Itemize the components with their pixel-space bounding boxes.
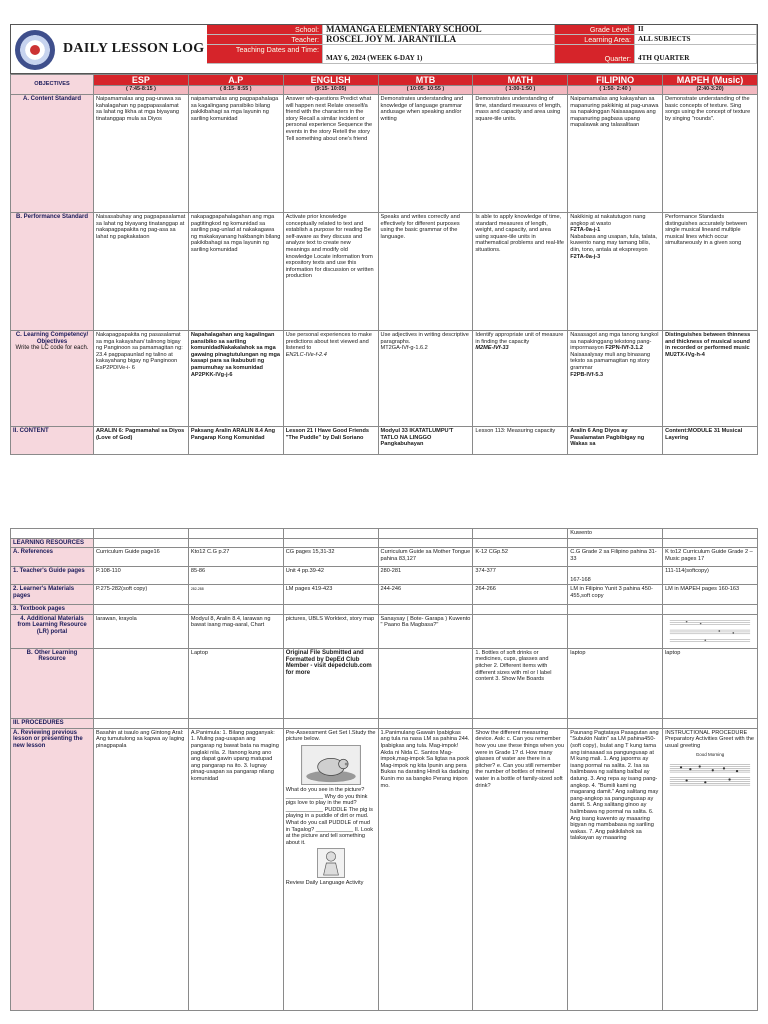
- cell-text: Identify appropriate unit of measure in finding the capacity: [475, 332, 564, 345]
- cell-text: Pre-Assessment Get Set I.Study the picture below.: [285, 729, 376, 743]
- teacher-value: ROSCEL JOY M. JARANTILLA: [323, 35, 555, 45]
- school-label: School:: [207, 25, 323, 35]
- lc-code: F2PB-IVf-5.3: [570, 371, 604, 378]
- table-cell: [663, 614, 758, 648]
- pig-puddle-picture: [301, 745, 361, 785]
- time-mtb: ( 10:05- 10:55 ): [378, 86, 473, 95]
- table-cell: Kto12 C.G p.27: [188, 548, 283, 567]
- table-cell: [378, 648, 473, 718]
- lc-code: MT2GA-IVf-g-1.6.2: [380, 345, 428, 352]
- row-label: [11, 331, 94, 427]
- cell-text: Review Daily Language Activity: [285, 880, 364, 887]
- row-label: 2. Learner's Materials pages: [11, 585, 94, 605]
- table-cell: [188, 331, 283, 427]
- header: [10, 24, 758, 74]
- row-label: A. References: [11, 548, 94, 567]
- table-cell: C.G Grade 2 sa Filipino pahina 31-33: [568, 548, 663, 567]
- subject-esp: ESP: [94, 75, 189, 86]
- reviewing-row: [11, 728, 758, 1010]
- lesson-log-page-2: [10, 528, 758, 1011]
- quarter-value: 4TH QUARTER: [635, 45, 757, 64]
- table-cell: K-12 CGp.52: [473, 548, 568, 567]
- table-cell: [568, 331, 663, 427]
- table-cell: laptop: [663, 648, 758, 718]
- table-cell: Kuwento: [568, 529, 663, 539]
- subject-ap: A.P: [188, 75, 283, 86]
- page-title: DAILY LESSON LOG: [63, 41, 205, 56]
- table-cell: Answer wh-questions Predict what will happen next Relate oneself/a friend with the characters in the story Recall a similar incident or personal experience Sequence the events in the story Retell the story Tell something about one's friend: [283, 95, 378, 213]
- cell-text: Use personal experiences to make predictions about text viewed and listened to: [285, 332, 372, 352]
- objectives-table: [10, 74, 758, 455]
- row-label: 3. Textbook pages: [11, 605, 94, 615]
- row-label: II. CONTENT: [11, 427, 94, 455]
- content-standard-row: [11, 95, 758, 213]
- table-cell: [94, 331, 189, 427]
- deped-seal-icon: [15, 30, 55, 70]
- table-cell: [378, 331, 473, 427]
- table-cell: 1. Bottles of soft drinks or medicines, cups, glasses and pitcher 2. Different items with different sizes with ml or l label content 3. Show Me Boards: [473, 648, 568, 718]
- additional-materials-row: [11, 614, 758, 648]
- subject-math: MATH: [473, 75, 568, 86]
- table-cell: laptop: [568, 648, 663, 718]
- area-value: ALL SUBJECTS: [635, 35, 757, 45]
- cell-text: Nakapagpapakita ng pasasalamat sa mga kakayahan/ talinong bigay ng Panginoon sa pamamagitan ng:: [96, 332, 183, 352]
- table-cell: 1.Panimulang Gawain Ipabigkas ang tula na nasa LM sa pahina 244. Ipabigkas ang tula. Mag-impok! Akda ni Nida C. Santos Mag-impok,mag-impok Sa ligtas na pook Mag-impok ng kita Ipunin ang pera Bukas na darating Hindi ka dadaing Kunin mo sa bangko Perang inipon mo.: [378, 728, 473, 1010]
- table-cell: naipamamalas ang pagpapahalaga sa kagalingang pansibiko bilang pakikibahagi sa mga layunin ng sariling komunidad: [188, 95, 283, 213]
- table-cell: Naipamamalas ang kakayahan sa mapanuring pakikinig at pag-unawa sa napakinggan Naisasagawa ang mapanuring pagbasa upang mapalawak ang talasalitaan: [568, 95, 663, 213]
- cell-text: Use adjectives in writing descriptive paragraphs.: [380, 332, 469, 345]
- lc-code: M2ME-IVf-33: [475, 345, 509, 352]
- table-cell: [568, 614, 663, 648]
- table-cell: Unit 4 pp.39-42: [283, 567, 378, 585]
- table-cell: Curriculum Guide page16: [94, 548, 189, 567]
- table-cell: Demonstrates understanding and knowledge of language grammar andusage when speaking and/or writing: [378, 95, 473, 213]
- procedures-table: [10, 528, 758, 1011]
- dates-label: Teaching Dates and Time:: [207, 45, 323, 64]
- table-cell: 111-114(softcopy): [663, 567, 758, 585]
- objectives-label: OBJECTIVES: [11, 75, 94, 95]
- time-math: ( 1:00-1:50 ): [473, 86, 568, 95]
- table-cell: Speaks and writes correctly and effectively for different purposes using the basic grammar of the language.: [378, 213, 473, 331]
- cell-text: INSTRUCTIONAL PROCEDURE Preparatory Activities Greet with the usual greeting: [665, 729, 754, 749]
- table-cell: Content:MODULE 31 Musical Layering: [663, 427, 758, 455]
- time-esp: ( 7:45-8:15 ): [94, 86, 189, 95]
- table-cell: Show the different measuring device. Ask: c. Can you remember how you use these things when you were in Grade 1? d. How many glasses of water are there in a pitcher? e. Can you still remember the number of bottles of mineral water in a bottle of family-sized soft drink?: [473, 728, 568, 1010]
- music-caption: Good Morning: [695, 751, 725, 757]
- table-cell: [283, 728, 378, 1010]
- table-cell: Performance Standards distinguishes accurately between single musical lineand multiple musical lines which occur simultaneously in a given song: [663, 213, 758, 331]
- other-resources-row: [11, 648, 758, 718]
- good-morning-score: [665, 759, 755, 787]
- cell-text: Nakikinig at nakatutugon nang angkop at wasto: [570, 214, 646, 227]
- subject-english: ENGLISH: [283, 75, 378, 86]
- table-cell: P.275-282(soft copy): [94, 585, 189, 605]
- cell-text: Nasasagot ang mga tanong tungkol sa napakinggang tekstong pang-impormasyon: [570, 332, 659, 352]
- table-cell: P.108-110: [94, 567, 189, 585]
- table-cell: pictures, UBLS Worktext, story map: [283, 614, 378, 648]
- row-label: A. Reviewing previous lesson or presenting the new lesson: [11, 728, 94, 1010]
- cell-text: Napahalagahan ang kagalingan pansibiko sa sariling komunidadNakakalahok sa mga gawaing pinagtutulungan ng mga kasapi para sa ikabubuti ng pamumuhay sa komunidad: [190, 332, 281, 371]
- table-cell: 280-281: [378, 567, 473, 585]
- table-cell: Lesson 113: Measuring capacity: [473, 427, 568, 455]
- table-cell: [663, 728, 758, 1010]
- school-value: MAMANGA ELEMENTARY SCHOOL: [323, 25, 555, 35]
- subject-mtb: MTB: [378, 75, 473, 86]
- row-label-text: C. Learning Competency/ Objectives: [15, 332, 89, 345]
- table-cell: Curriculum Guide sa Mother Tongue pahina 83,127: [378, 548, 473, 567]
- lc-code: F2PN-IVf-3.1.2: [605, 345, 643, 352]
- learners-materials-row: [11, 585, 758, 605]
- music-staff-image: [665, 617, 755, 645]
- lc-code: MU2TX-IVg-h-4: [665, 351, 705, 358]
- lc-code: F2TA-0a-j-1: [570, 227, 601, 234]
- table-cell: [473, 614, 568, 648]
- table-cell: [473, 331, 568, 427]
- table-cell: nakapagpapahalagahan ang mga pagtitingkod ng komunidad sa sariling pag-unlad at nakakagawa ng makakayanang hakbangin bilang pakikibahagi sa mga layunin ng sariling komunidad: [188, 213, 283, 331]
- row-label: III. PROCEDURES: [11, 718, 94, 728]
- table-cell: 282-288: [188, 585, 283, 605]
- content-row: [11, 427, 758, 455]
- table-cell: Activate prior knowledge conceptually related to text and establish a purpose for reading Be self-aware as they discuss and analyze text to create new meanings and modify old knowledge Locate information from expository texts and use this information for discussion or written production: [283, 213, 378, 331]
- lc-code: EN2LC-IVe-f-2.4: [285, 351, 327, 358]
- row-label-note: Write the LC code for each.: [15, 345, 89, 352]
- table-cell: [94, 648, 189, 718]
- time-ap: ( 8:15- 8:55 ): [188, 86, 283, 95]
- table-cell: Modyul 33 IKATATLUMPU'T TATLO NA LINGGO Pangkabuhayan: [378, 427, 473, 455]
- row-label: A. Content Standard: [11, 95, 94, 213]
- table-cell: larawan, krayola: [94, 614, 189, 648]
- table-cell: 167-168: [568, 567, 663, 585]
- time-filipino: ( 1:50- 2:40 ): [568, 86, 663, 95]
- cell-text: 23.4 pagpapaunlad ng talino at kakayahang bigay ng Panginoon: [96, 351, 178, 365]
- header-info-grid: [207, 25, 757, 73]
- table-cell: [663, 331, 758, 427]
- cell-text: What do you see in the picture? ____________ Why do you think pigs love to play in the mud? ____________ PUDDLE The pig is playing in a puddle of dirt or mud. What do you call PUDDLE of mud in Tagalog? ____________ II. Look at the picture and tell something about it.: [285, 786, 373, 846]
- row-label: 4. Additional Materials from Learning Resource (LR) portal: [11, 614, 94, 648]
- table-cell: Demonstrates understanding of time, standard measures of length, mass and capacity and area using square-tile units.: [473, 95, 568, 213]
- table-cell: LM pages 419-423: [283, 585, 378, 605]
- depedclub-note: Original File Submitted and Formatted by DepEd Club Member - visit depedclub.com for more: [283, 648, 378, 718]
- row-label: B. Performance Standard: [11, 213, 94, 331]
- table-cell: Is able to apply knowledge of time, standard measures of length, weight, and capacity, and area using square-tile units in mathematical problems and real-life situations.: [473, 213, 568, 331]
- teachers-guide-row: [11, 567, 758, 585]
- table-cell: Demonstrate understanding of the basic concepts of texture. Sing songs using the concept of texture by singing "rounds".: [663, 95, 758, 213]
- subject-filipino: FILIPINO: [568, 75, 663, 86]
- table-cell: CG pages 15,31-32: [283, 548, 378, 567]
- dates-value: MAY 6, 2024 (WEEK 6-DAY 1): [323, 45, 555, 64]
- table-cell: [283, 331, 378, 427]
- quarter-label: Quarter:: [555, 45, 635, 64]
- table-cell: [568, 213, 663, 331]
- table-cell: 264-266: [473, 585, 568, 605]
- lesson-log-page-1: [10, 24, 758, 455]
- learning-competency-row: [11, 331, 758, 427]
- table-cell: Laptop: [188, 648, 283, 718]
- cell-text: Distinguishes between thinness and thickness of musical sound in recorded or performed music: [665, 332, 751, 352]
- row-label: LEARNING RESOURCES: [11, 538, 94, 548]
- table-cell: LM in Filipino Yunit 3 pahina 450-455,soft copy: [568, 585, 663, 605]
- table-cell: ARALIN 6: Pagmamahal sa Diyos (Love of God): [94, 427, 189, 455]
- lc-code: EsP2PDIVe-i- 6: [96, 364, 135, 371]
- table-cell: 85-86: [188, 567, 283, 585]
- child-picture: [317, 848, 345, 878]
- cell-text: Nababasa ang usapan, tula, talata, kuwento nang may tamang bilis, diin, tono, antala at ekspresyon: [570, 233, 657, 253]
- grade-value: II: [635, 25, 757, 35]
- table-cell: Sanaysay ( Bote- Garapa ) Kuwento " Paano Ba Magbasa?": [378, 614, 473, 648]
- time-mapeh: (2:40-3:20): [663, 86, 758, 95]
- grade-label: Grade Level:: [555, 25, 635, 35]
- row-label: 1. Teacher's Guide pages: [11, 567, 94, 585]
- table-cell: Modyul 8, Aralin 8.4, larawan ng bawat isang mag-aaral, Chart: [188, 614, 283, 648]
- cell-text: Naisasalysay muli ang binasang teksto sa pamamagitan ng story grammar: [570, 351, 651, 371]
- table-cell: Paksang Aralin ARALIN 8.4 Ang Pangarap Kong Komunidad: [188, 427, 283, 455]
- table-cell: Naisasabuhay ang pagpapasalamat sa lahat ng biyayang tinatanggap at nakapagpapakita ng pag-asa sa lahat ng pagkakataon: [94, 213, 189, 331]
- area-label: Learning Area:: [555, 35, 635, 45]
- references-row: [11, 548, 758, 567]
- table-cell: Aralin 6 Ang Diyos ay Pasalamatan Pagbibigay ng Wakas sa: [568, 427, 663, 455]
- lc-code: F2TA-0a-j-3: [570, 253, 601, 260]
- lc-code: AP2PKK-IVg-j-6: [190, 371, 233, 378]
- table-cell: 374-377: [473, 567, 568, 585]
- table-cell: K to12 Curriculum Guide Grade 2 – Music pages 17: [663, 548, 758, 567]
- table-cell: Basahin at isaulo ang Gintong Aral: Ang tumutulong sa kapwa ay laging pinagpapala: [94, 728, 189, 1010]
- subject-mapeh: MAPEH (Music): [663, 75, 758, 86]
- teacher-label: Teacher:: [207, 35, 323, 45]
- table-cell: LM in MAPEH pages 160-163: [663, 585, 758, 605]
- time-english: (9:15- 10:05): [283, 86, 378, 95]
- table-cell: Lesson 21 I Have Good Friends "The Puddle" by Dali Soriano: [283, 427, 378, 455]
- performance-standard-row: [11, 213, 758, 331]
- table-cell: Paunang Pagtataya Pasagutan ang "Subukin Natin" sa LM pahina450-(soft copy), Isulat ang T kung tama ang isinasaad sa pangungusap at M kung mali. 1. Ang japorms ay isang pormal na salita. 2. Isa sa halimbawa ng salitang balbal ay datung. 3. Ang repa ay isang pang-angkop. 4. "Bumili kami ng magarang damit." Ang salitang may pang-angkop sa pangungusap ay damit. 5. Ang salitang ginoo ay halimbawa ng pormal na salita. 6. Ang isang kuwento ay maaaring bigyan ng mambabasa ng sariling wakas. 7. Ang pakikilahok sa talakayan ay maaaring: [568, 728, 663, 1010]
- table-cell: 244-246: [378, 585, 473, 605]
- row-label: B. Other Learning Resource: [11, 648, 94, 718]
- table-cell: Naipamamalas ang pag-unawa sa kahalagahan ng pagpapasalamat sa lahat ng likha at mga biyayang tinatanggap mula sa Diyos: [94, 95, 189, 213]
- table-cell: A.Panimula: 1. Bilang pagganyak: 1. Muling pag-usapan ang pangarap ng bawat bata na maging paglaki nila. 2. Itanong kung ano ang dapat gawin upang matupad ang pangarap na ito. 3. Iugnay pinag-usapan sa pangarap nilang komunidad: [188, 728, 283, 1010]
